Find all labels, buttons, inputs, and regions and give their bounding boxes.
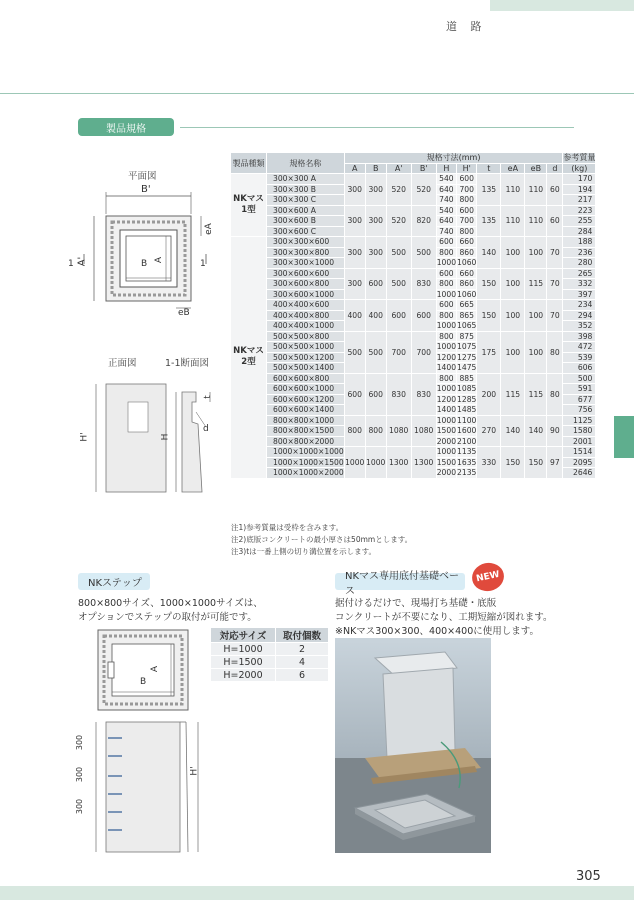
cell-mass: 397 <box>563 289 596 300</box>
header-mass: 参考質量 <box>563 153 596 163</box>
step-dim-300: 300 <box>75 734 85 751</box>
cell-mass: 234 <box>563 300 596 311</box>
cell-ea: 100 <box>501 331 525 373</box>
step-count: 6 <box>276 669 329 682</box>
table-row <box>231 373 596 384</box>
cell-t: 270 <box>477 415 501 447</box>
cell-h: 800 <box>436 373 456 384</box>
new-badge: NEW <box>469 560 506 594</box>
spec-name-cell: 1000×1000×1500 <box>267 457 345 468</box>
cell-d: 90 <box>547 415 563 447</box>
dim-b-prime: B' <box>141 184 151 195</box>
cell-mass: 500 <box>563 373 596 384</box>
step-dim-b: B <box>140 677 147 687</box>
header-divider <box>0 93 634 94</box>
cell-mass: 217 <box>563 195 596 206</box>
cell-ea: 115 <box>501 373 525 415</box>
table-row <box>231 447 596 458</box>
cell-h: 1500 <box>436 457 457 467</box>
cell-h-prime: 800 <box>457 195 477 206</box>
step-text-1: 800×800サイズ、1000×1000サイズは、 <box>78 598 263 609</box>
cell-a-prime: 600 <box>386 300 411 332</box>
section-title-base: NKマス専用底付基礎ベース <box>335 573 465 590</box>
product-type-cell: NKマス 2型 <box>231 237 267 479</box>
cell-h: 800 <box>436 331 456 342</box>
header-name: 規格名称 <box>267 153 345 174</box>
note-1: 注1)参考質量は受枠を含みます。 <box>231 523 344 532</box>
header-col-h: H <box>436 163 456 174</box>
cell-h: 640 <box>436 184 456 195</box>
step-drawing <box>76 626 210 860</box>
cell-b: 500 <box>365 331 386 373</box>
cell-h: 640 <box>436 216 456 227</box>
section-view-title: 1-1断面図 <box>165 358 210 369</box>
top-band <box>490 0 634 11</box>
cell-mass: 398 <box>563 331 596 342</box>
spec-name-cell: 800×800×2000 <box>267 436 345 447</box>
cell-b: 600 <box>365 268 386 300</box>
cell-h-prime: 660 <box>457 237 477 248</box>
cell-b: 600 <box>365 373 386 415</box>
cell-mass: 591 <box>563 384 596 395</box>
cell-h-prime: 1600 <box>457 426 477 436</box>
cell-a-prime: 1080 <box>386 415 411 447</box>
cell-mass: 188 <box>563 237 596 248</box>
cell-d: 97 <box>547 447 563 479</box>
section-title-step: NKステップ <box>78 573 150 590</box>
cell-h-prime: 1135 <box>457 447 477 457</box>
cell-h: 2000 <box>436 436 457 446</box>
plan-view-drawing <box>66 178 226 328</box>
spec-name-cell: 300×600 A <box>267 205 345 216</box>
cell-a: 300 <box>344 268 365 300</box>
cell-h: 800 <box>436 279 456 290</box>
table-row <box>231 205 596 216</box>
cell-h-prime: 665 <box>457 300 477 311</box>
cell-ea: 150 <box>501 447 525 479</box>
cell-mass: 539 <box>563 352 596 363</box>
cell-h: 1000 <box>436 415 457 425</box>
cell-eb: 100 <box>525 300 547 332</box>
spec-name-cell: 300×300 C <box>267 195 345 206</box>
cell-h: 1000 <box>436 384 457 394</box>
cell-b: 300 <box>365 205 386 237</box>
cell-t: 135 <box>477 174 501 206</box>
cell-h-prime: 1060 <box>457 289 477 299</box>
cell-ea: 110 <box>501 205 525 237</box>
cell-h-prime: 1485 <box>457 405 477 415</box>
cell-h: 2000 <box>436 468 457 478</box>
cell-a: 300 <box>344 205 365 237</box>
header-mass-unit: (kg) <box>563 163 596 174</box>
spec-name-cell: 1000×1000×1000 <box>267 447 345 458</box>
cell-d: 80 <box>547 331 563 373</box>
cell-a: 800 <box>344 415 365 447</box>
cell-a: 1000 <box>344 447 365 479</box>
cell-h: 740 <box>436 226 456 237</box>
cell-h-prime: 660 <box>457 268 477 279</box>
step-dim-a: A <box>150 665 161 673</box>
cell-b-prime: 1300 <box>411 447 436 479</box>
front-view-title: 正面図 <box>108 358 137 369</box>
cell-eb: 150 <box>525 447 547 479</box>
cell-mass: 332 <box>563 279 596 290</box>
cell-h: 740 <box>436 195 456 206</box>
cell-h-prime: 885 <box>457 373 477 384</box>
cell-mass: 1125 <box>563 415 596 426</box>
cell-mass: 280 <box>563 258 596 269</box>
section-title-spec: 製品規格 <box>78 118 174 136</box>
cell-h-prime: 860 <box>457 247 477 258</box>
spec-name-cell: 400×400×800 <box>267 310 345 321</box>
step-size: H=1000 <box>211 643 276 656</box>
cell-t: 330 <box>477 447 501 479</box>
cell-eb: 110 <box>525 174 547 206</box>
cell-a-prime: 700 <box>386 331 411 373</box>
step-table <box>210 627 329 682</box>
cell-h-prime: 1635 <box>457 457 477 467</box>
cell-h: 540 <box>436 174 456 185</box>
cell-h-prime: 1285 <box>457 394 477 404</box>
cell-a: 400 <box>344 300 365 332</box>
cell-h-prime: 1065 <box>457 321 477 331</box>
cell-h-prime: 865 <box>457 310 477 321</box>
bottom-band <box>0 886 634 900</box>
base-photo <box>335 638 491 853</box>
spec-name-cell: 500×500×800 <box>267 331 345 342</box>
cell-b-prime: 700 <box>411 331 436 373</box>
step-dim-300: 300 <box>75 766 85 783</box>
cell-mass: 223 <box>563 205 596 216</box>
cell-h-prime: 1100 <box>457 415 477 425</box>
cell-mass: 2095 <box>563 457 596 468</box>
cell-a-prime: 520 <box>386 205 411 237</box>
step-text-2: オプションでステップの取付が可能です。 <box>78 612 257 623</box>
cell-d: 60 <box>547 174 563 206</box>
spec-name-cell: 300×600×600 <box>267 268 345 279</box>
cell-d: 80 <box>547 373 563 415</box>
cell-mass: 294 <box>563 310 596 321</box>
cell-h-prime: 600 <box>457 205 477 216</box>
base-text-1: 据付けるだけで、現場打ち基礎・底版 <box>335 598 497 609</box>
dim-t: t <box>202 395 213 399</box>
cell-h: 1200 <box>436 352 457 362</box>
dim-h-prime: H' <box>79 432 90 442</box>
cell-mass: 756 <box>563 405 596 416</box>
cell-h-prime: 1085 <box>457 384 477 394</box>
spec-name-cell: 600×600×800 <box>267 373 345 384</box>
cell-h-prime: 2100 <box>457 436 477 446</box>
step-size: H=2000 <box>211 669 276 682</box>
table-row <box>231 415 596 426</box>
cell-h-prime: 800 <box>457 226 477 237</box>
cell-h: 600 <box>436 300 456 311</box>
spec-name-cell: 400×400×600 <box>267 300 345 311</box>
table-row <box>231 331 596 342</box>
cell-h-prime: 1275 <box>457 352 477 362</box>
cell-t: 200 <box>477 373 501 415</box>
cell-d: 70 <box>547 300 563 332</box>
cell-b-prime: 830 <box>411 373 436 415</box>
category-label: 道 路 <box>446 20 487 33</box>
spec-name-cell: 1000×1000×2000 <box>267 468 345 479</box>
spec-name-cell: 300×600 B <box>267 216 345 227</box>
spec-name-cell: 300×300 A <box>267 174 345 185</box>
cell-t: 150 <box>477 268 501 300</box>
spec-name-cell: 800×800×1500 <box>267 426 345 437</box>
spec-name-cell: 400×400×1000 <box>267 321 345 332</box>
dim-a: A <box>154 256 165 264</box>
cell-a: 300 <box>344 174 365 206</box>
header-col-h-prime: H' <box>457 163 477 174</box>
header-col-ea: eA <box>501 163 525 174</box>
spec-name-cell: 300×600 C <box>267 226 345 237</box>
cell-h-prime: 1075 <box>457 342 477 352</box>
cell-ea: 110 <box>501 174 525 206</box>
spec-name-cell: 500×500×1400 <box>267 363 345 374</box>
spec-name-cell: 500×500×1200 <box>267 352 345 363</box>
cell-mass: 1514 <box>563 447 596 458</box>
spec-name-cell: 500×500×1000 <box>267 342 345 353</box>
cell-h: 1000 <box>436 342 457 352</box>
table-row <box>231 174 596 185</box>
cell-b-prime: 820 <box>411 205 436 237</box>
header-col-d: d <box>547 163 563 174</box>
cell-d: 60 <box>547 205 563 237</box>
cell-d: 70 <box>547 268 563 300</box>
cell-ea: 140 <box>501 415 525 447</box>
cell-h-prime: 700 <box>457 216 477 227</box>
cell-h-prime: 600 <box>457 174 477 185</box>
spec-name-cell: 300×300 B <box>267 184 345 195</box>
cell-h: 1000 <box>436 289 457 299</box>
cell-h: 1500 <box>436 426 457 436</box>
cell-h: 1000 <box>436 258 457 268</box>
spec-name-cell: 300×300×600 <box>267 237 345 248</box>
cell-h: 1000 <box>436 447 457 457</box>
cell-d: 70 <box>547 237 563 269</box>
cell-a-prime: 520 <box>386 174 411 206</box>
cell-a-prime: 500 <box>386 237 411 269</box>
spec-name-cell: 300×300×800 <box>267 247 345 258</box>
cell-mass: 472 <box>563 342 596 353</box>
cell-h: 540 <box>436 205 456 216</box>
spec-name-cell: 300×600×1000 <box>267 289 345 300</box>
cell-a-prime: 500 <box>386 268 411 300</box>
spec-name-cell: 300×300×1000 <box>267 258 345 269</box>
cell-ea: 100 <box>501 300 525 332</box>
cell-b-prime: 500 <box>411 237 436 269</box>
step-header-count: 取付個数 <box>276 628 329 643</box>
cell-t: 140 <box>477 237 501 269</box>
cell-a: 500 <box>344 331 365 373</box>
section-marker-right: 1 <box>200 259 206 269</box>
front-section-drawing <box>78 372 228 502</box>
cell-h-prime: 1475 <box>457 363 477 373</box>
header-type: 製品種類 <box>231 153 267 174</box>
cell-a: 300 <box>344 237 365 269</box>
page-number: 305 <box>576 869 601 884</box>
cell-h-prime: 2135 <box>457 468 477 478</box>
header-col-a-prime: A' <box>386 163 411 174</box>
dim-ea: eA <box>203 223 214 235</box>
cell-h: 1200 <box>436 394 457 404</box>
table-row <box>231 237 596 248</box>
header-col-a: A <box>344 163 365 174</box>
cell-ea: 100 <box>501 237 525 269</box>
cell-b: 300 <box>365 237 386 269</box>
header-dims: 規格寸法(mm) <box>344 153 563 164</box>
cell-h-prime: 1060 <box>457 258 477 268</box>
cell-b-prime: 1080 <box>411 415 436 447</box>
base-text-2: コンクリートが不要になり、工期短縮が図れます。 <box>335 612 553 623</box>
section-marker-left: 1 <box>68 259 74 269</box>
spec-name-cell: 800×800×1000 <box>267 415 345 426</box>
cell-h-prime: 860 <box>457 279 477 290</box>
spec-name-cell: 600×600×1000 <box>267 384 345 395</box>
cell-eb: 140 <box>525 415 547 447</box>
cell-h: 1400 <box>436 405 457 415</box>
spec-name-cell: 600×600×1200 <box>267 394 345 405</box>
cell-mass: 2646 <box>563 468 596 479</box>
cell-mass: 255 <box>563 216 596 227</box>
cell-mass: 194 <box>563 184 596 195</box>
cell-b: 300 <box>365 174 386 206</box>
cell-mass: 170 <box>563 174 596 185</box>
cell-b: 800 <box>365 415 386 447</box>
cell-h: 800 <box>436 310 456 321</box>
product-type-cell: NKマス 1型 <box>231 174 267 237</box>
cell-eb: 115 <box>525 268 547 300</box>
plan-view-title: 平面図 <box>128 171 157 182</box>
header-col-b: B <box>365 163 386 174</box>
cell-mass: 1580 <box>563 426 596 437</box>
table-row <box>231 268 596 279</box>
cell-h-prime: 700 <box>457 184 477 195</box>
step-dim-h-prime: H' <box>189 766 200 776</box>
cell-mass: 236 <box>563 247 596 258</box>
cell-b-prime: 830 <box>411 268 436 300</box>
note-2: 注2)底版コンクリートの最小厚さは50mmとします。 <box>231 535 413 544</box>
dim-a-prime: A' <box>76 256 88 267</box>
cell-b-prime: 600 <box>411 300 436 332</box>
spec-name-cell: 600×600×1400 <box>267 405 345 416</box>
cell-eb: 100 <box>525 237 547 269</box>
header-col-eb: eB <box>525 163 547 174</box>
cell-t: 150 <box>477 300 501 332</box>
cell-mass: 677 <box>563 394 596 405</box>
cell-a: 600 <box>344 373 365 415</box>
cell-mass: 352 <box>563 321 596 332</box>
step-size: H=1500 <box>211 656 276 669</box>
section-rule <box>180 127 574 128</box>
cell-mass: 265 <box>563 268 596 279</box>
cell-t: 135 <box>477 205 501 237</box>
cell-mass: 606 <box>563 363 596 374</box>
base-text-3: ※NKマス300×300、400×400に使用します。 <box>335 626 539 637</box>
header-col-t: t <box>477 163 501 174</box>
cell-b: 1000 <box>365 447 386 479</box>
cell-h: 1000 <box>436 321 457 331</box>
table-row <box>231 300 596 311</box>
cell-mass: 284 <box>563 226 596 237</box>
cell-mass: 2001 <box>563 436 596 447</box>
cell-eb: 100 <box>525 331 547 373</box>
cell-a-prime: 830 <box>386 373 411 415</box>
spec-table <box>230 152 596 479</box>
step-count: 2 <box>276 643 329 656</box>
cell-eb: 110 <box>525 205 547 237</box>
dim-h: H <box>160 433 171 441</box>
cell-a-prime: 1300 <box>386 447 411 479</box>
spec-name-cell: 300×600×800 <box>267 279 345 290</box>
cell-h: 1400 <box>436 363 457 373</box>
step-header-size: 対応サイズ <box>211 628 276 643</box>
cell-eb: 115 <box>525 373 547 415</box>
cell-h: 600 <box>436 237 456 248</box>
cell-h: 800 <box>436 247 456 258</box>
cell-h-prime: 875 <box>457 331 477 342</box>
step-dim-300: 300 <box>75 798 85 815</box>
cell-b-prime: 520 <box>411 174 436 206</box>
dim-eb: eB <box>178 308 190 318</box>
cell-h: 600 <box>436 268 456 279</box>
cell-ea: 100 <box>501 268 525 300</box>
dim-b: B <box>141 259 148 269</box>
step-count: 4 <box>276 656 329 669</box>
note-3: 注3)tは一番上側の切り溝位置を示します。 <box>231 547 377 556</box>
cell-b: 400 <box>365 300 386 332</box>
side-index-tab <box>614 416 634 458</box>
dim-d: d <box>203 424 209 434</box>
header-col-b-prime: B' <box>411 163 436 174</box>
cell-t: 175 <box>477 331 501 373</box>
